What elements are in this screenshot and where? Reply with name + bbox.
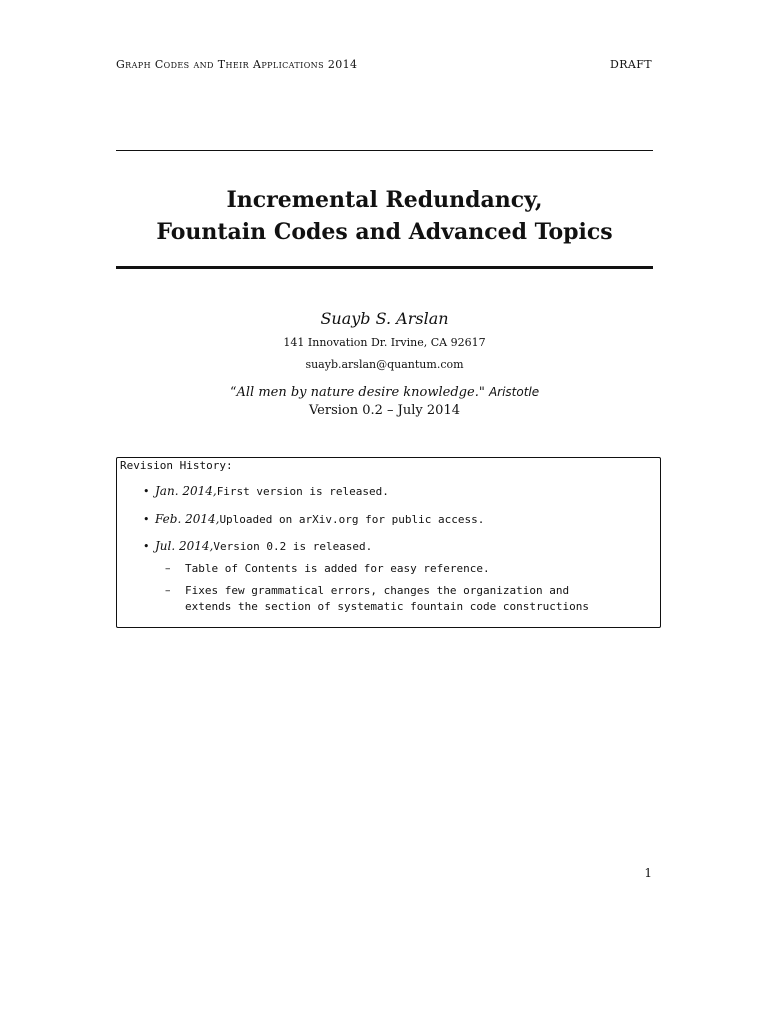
revision-subitem (165, 562, 490, 575)
revision-description: First version is released. (216, 485, 389, 498)
revision-description: Version 0.2 is released. (213, 540, 373, 553)
revision-date: Jan. 2014, (155, 484, 217, 498)
bullet-marker: • (143, 513, 150, 526)
revision-date: Feb. 2014, (155, 512, 220, 526)
title-bottom-rule (116, 266, 653, 269)
revision-item (143, 539, 372, 553)
bullet-marker: • (143, 540, 150, 553)
draft-label: DRAFT (609, 58, 652, 71)
subitem-text: Fixes few grammatical errors, changes the organization and (185, 584, 570, 597)
author-email: suayb.arslan@quantum.com (305, 358, 464, 371)
quote-text: All men by nature desire knowledge." (236, 385, 485, 400)
author-name: Suayb S. Arslan (320, 309, 449, 328)
subitem-continuation: extends the section of systematic fountain code constructions (185, 600, 589, 613)
revision-date: Jul. 2014, (155, 539, 214, 553)
quote-open-mark: “ (229, 385, 237, 400)
page-number: 1 (644, 866, 652, 880)
dash-marker: – (165, 562, 171, 575)
version-line: Version 0.2 – July 2014 (308, 403, 460, 418)
running-header-title: Graph Codes and Their Applications 2014 (116, 58, 358, 71)
quote-author: Aristotle (488, 385, 540, 399)
revision-item (143, 484, 389, 498)
title-line-1: Incremental Redundancy, (226, 187, 543, 213)
revision-description: Uploaded on arXiv.org for public access. (219, 513, 485, 526)
subitem-text: Table of Contents is added for easy reference. (185, 562, 490, 575)
dash-marker: – (165, 584, 171, 597)
revision-history-title: Revision History: (120, 459, 233, 472)
paper-title (116, 184, 653, 248)
revision-item (143, 512, 484, 526)
revision-history-box (116, 457, 661, 628)
bullet-marker: • (143, 485, 150, 498)
epigraph (116, 385, 653, 400)
title-top-rule (116, 150, 653, 151)
title-line-2: Fountain Codes and Advanced Topics (156, 219, 613, 245)
revision-subitem (165, 584, 569, 597)
author-address: 141 Innovation Dr. Irvine, CA 92617 (283, 336, 486, 349)
